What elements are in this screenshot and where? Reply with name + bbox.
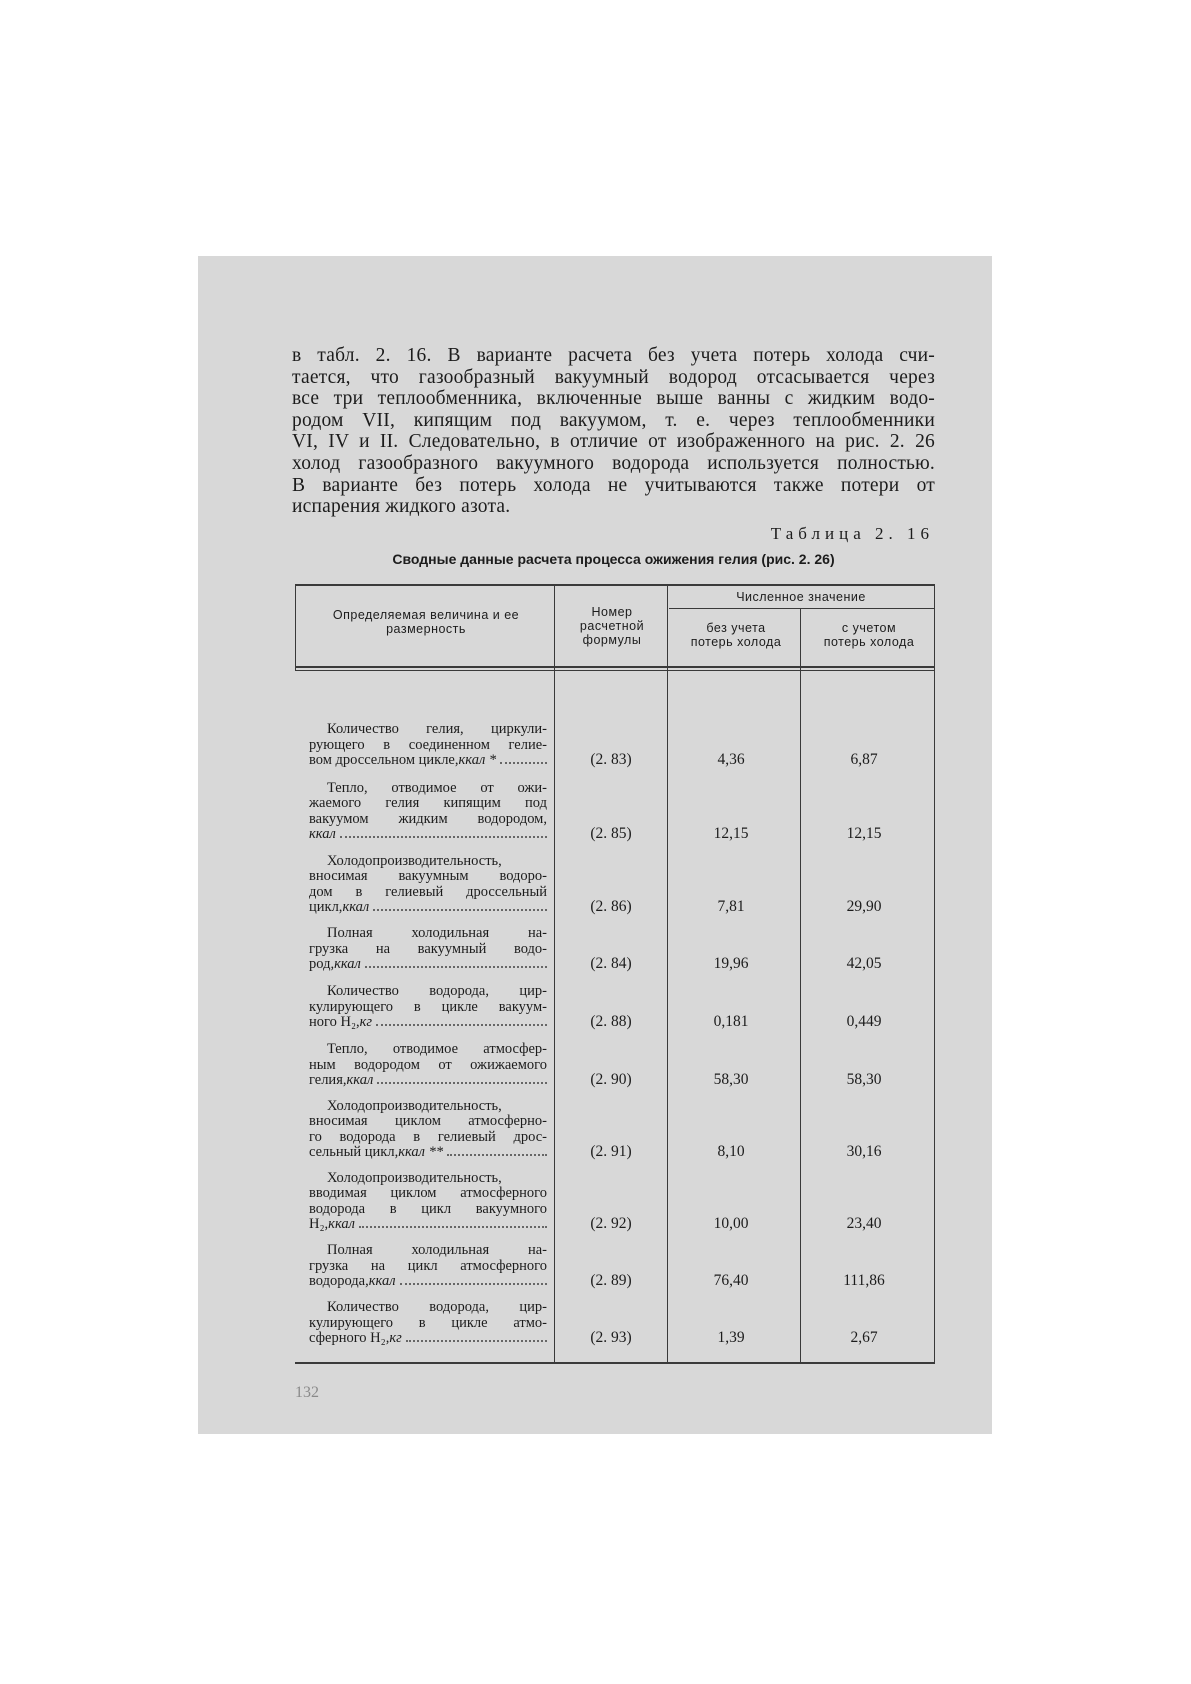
table-row xyxy=(295,780,935,842)
description-line: грузка на цикл атмосферного xyxy=(309,1257,547,1274)
description-line: водорода, xyxy=(309,1272,369,1289)
paragraph-line: тается, что газообразный вакуумный водород отсасывается через xyxy=(292,366,935,388)
dot-leader xyxy=(365,957,547,968)
formula-number: (2. 86) xyxy=(590,898,632,915)
row-description xyxy=(309,1099,547,1160)
description-line: рующего в соединенном гелие- xyxy=(309,736,547,753)
body-paragraph xyxy=(292,345,935,518)
description-line: грузка на вакуумный водо- xyxy=(309,940,547,957)
unit-label: ккал * xyxy=(458,751,497,768)
description-line: кулирующего в цикле вакуум- xyxy=(309,998,547,1015)
dot-leader xyxy=(377,1073,547,1084)
value-without-losses: 19,96 xyxy=(713,955,749,972)
paragraph-line: В варианте без потерь холода не учитываются также потери от xyxy=(292,474,935,496)
value-with-losses: 42,05 xyxy=(846,955,882,972)
description-line: Полная холодильная на- xyxy=(327,1242,547,1259)
description-last-line xyxy=(309,1145,547,1160)
row-description xyxy=(309,1243,547,1289)
description-last-line xyxy=(309,753,547,768)
description-last-line xyxy=(309,1073,547,1088)
value-without-losses: 12,15 xyxy=(713,825,749,842)
unit-label: ккал xyxy=(346,1071,374,1088)
unit-label: ккал xyxy=(309,825,336,842)
table-row xyxy=(295,706,935,768)
header-with-losses: с учетом потерь холода xyxy=(823,621,915,649)
description-line: гелия, xyxy=(309,1071,347,1088)
description-line: ным водородом от ожижаемого xyxy=(309,1056,547,1073)
unit-label: кг xyxy=(389,1329,402,1346)
table-row xyxy=(295,1170,935,1232)
description-last-line xyxy=(309,900,547,915)
value-with-losses: 6,87 xyxy=(850,751,878,768)
paragraph-line: холод газообразного вакуумного водорода используется полностью. xyxy=(292,452,935,474)
description-line: вносимая циклом атмосферно- xyxy=(309,1113,547,1130)
dot-leader xyxy=(373,900,547,911)
description-line: ного H₂, xyxy=(309,1013,360,1030)
row-description xyxy=(309,1042,547,1088)
formula-number: (2. 91) xyxy=(590,1143,632,1160)
description-line: цикл, xyxy=(309,898,343,915)
formula-number: (2. 90) xyxy=(590,1071,632,1088)
description-line: Полная холодильная на- xyxy=(327,925,547,942)
col-border-left xyxy=(295,584,296,670)
value-with-losses: 12,15 xyxy=(846,825,882,842)
description-line: вводимая циклом атмосферного xyxy=(309,1185,547,1202)
row-description xyxy=(309,984,547,1030)
description-line: жаемого гелия кипящим под xyxy=(309,795,547,812)
dot-leader xyxy=(500,753,547,764)
description-line: Количество водорода, цир- xyxy=(327,1299,547,1316)
description-last-line xyxy=(309,1331,547,1346)
header-quantity: Определяемая величина и ее размерность xyxy=(332,608,520,636)
description-line: сельный цикл, xyxy=(309,1143,399,1160)
table-row xyxy=(295,1098,935,1160)
header-rule-second xyxy=(295,670,935,671)
unit-label: ккал xyxy=(368,1272,396,1289)
unit-label: кг xyxy=(359,1013,373,1030)
paragraph-line: испарения жидкого азота. xyxy=(292,496,511,518)
formula-number: (2. 93) xyxy=(590,1329,632,1346)
unit-label: ккал xyxy=(342,898,370,915)
table-number: Таблица 2. 16 xyxy=(770,524,934,543)
value-without-losses: 76,40 xyxy=(713,1272,749,1289)
description-last-line xyxy=(309,1274,547,1289)
header-formula: Номер расчетной формулы xyxy=(579,605,645,647)
page-number: 132 xyxy=(295,1384,319,1401)
value-without-losses: 4,36 xyxy=(717,751,745,768)
value-with-losses: 111,86 xyxy=(843,1272,885,1289)
table-row xyxy=(295,924,935,972)
formula-number: (2. 83) xyxy=(590,751,632,768)
description-line: вом дроссельном цикле, xyxy=(309,751,459,768)
table-row xyxy=(295,1241,935,1289)
formula-number: (2. 89) xyxy=(590,1272,632,1289)
row-description xyxy=(309,781,547,842)
description-line: Количество водорода, цир- xyxy=(327,983,547,1000)
dot-leader xyxy=(359,1217,547,1228)
header-without-losses: без учета потерь холода xyxy=(690,621,782,649)
description-line: дом в гелиевый дроссельный xyxy=(309,883,547,900)
value-without-losses: 58,30 xyxy=(713,1071,749,1088)
description-line: Количество гелия, циркули- xyxy=(327,721,547,738)
subheader-rule xyxy=(669,608,935,609)
description-line: Холодопроизводительность, xyxy=(327,1170,502,1187)
value-with-losses: 58,30 xyxy=(846,1071,882,1088)
paragraph-line: все три теплообменника, включенные выше ванны с жидким водо- xyxy=(292,388,935,410)
description-last-line xyxy=(309,827,547,842)
description-line: Тепло, отводимое атмосфер- xyxy=(327,1041,547,1058)
value-with-losses: 29,90 xyxy=(846,898,882,915)
description-line: род, xyxy=(309,955,335,972)
formula-number: (2. 88) xyxy=(590,1013,632,1030)
dot-leader xyxy=(406,1331,547,1342)
unit-label: ккал xyxy=(328,1215,355,1232)
description-line: го водорода в гелиевый дрос- xyxy=(309,1128,547,1145)
description-line: Тепло, отводимое от ожи- xyxy=(327,780,547,797)
row-description xyxy=(309,1300,547,1346)
value-with-losses: 30,16 xyxy=(846,1143,882,1160)
table-row xyxy=(295,1040,935,1088)
summary-table xyxy=(295,584,935,1364)
description-line: вносимая вакуумным водоро- xyxy=(309,868,547,885)
table-top-rule xyxy=(295,584,935,586)
value-without-losses: 7,81 xyxy=(717,898,745,915)
formula-number: (2. 92) xyxy=(590,1215,632,1232)
table-bottom-rule xyxy=(295,1362,935,1364)
unit-label: ккал xyxy=(334,955,361,972)
table-row xyxy=(295,853,935,915)
table-title: Сводные данные расчета процесса ожижения гелия (рис. 2. 26) xyxy=(392,551,835,567)
description-line: H₂, xyxy=(309,1215,329,1232)
header-bottom-rule xyxy=(295,666,935,668)
description-last-line xyxy=(309,1217,547,1232)
value-without-losses: 0,181 xyxy=(713,1013,749,1030)
row-description xyxy=(309,926,547,972)
value-without-losses: 1,39 xyxy=(717,1329,745,1346)
value-without-losses: 10,00 xyxy=(713,1215,749,1232)
formula-number: (2. 85) xyxy=(590,825,632,842)
description-line: сферного H₂, xyxy=(309,1329,390,1346)
formula-number: (2. 84) xyxy=(590,955,632,972)
value-with-losses: 23,40 xyxy=(846,1215,882,1232)
dot-leader xyxy=(447,1145,547,1156)
description-line: кулирующего в цикле атмо- xyxy=(309,1314,547,1331)
paragraph-line: в табл. 2. 16. В варианте расчета без учета потерь холода счи- xyxy=(292,345,935,366)
description-line: Холодопроизводительность, xyxy=(327,853,502,870)
row-description xyxy=(309,722,547,768)
row-description xyxy=(309,1171,547,1232)
row-description xyxy=(309,854,547,915)
value-with-losses: 2,67 xyxy=(850,1329,878,1346)
table-row xyxy=(295,982,935,1030)
paragraph-line: родом VII, кипящим под вакуумом, т. е. через теплообменники xyxy=(292,409,935,431)
unit-label: ккал ** xyxy=(398,1143,444,1160)
description-last-line xyxy=(309,957,547,972)
description-line: вакуумом жидким водородом, xyxy=(309,810,547,827)
description-line: Холодопроизводительность, xyxy=(327,1098,502,1115)
value-without-losses: 8,10 xyxy=(717,1143,745,1160)
table-row xyxy=(295,1298,935,1346)
paragraph-line: VI, IV и II. Следовательно, в отличие от изображенного на рис. 2. 26 xyxy=(292,431,935,453)
description-last-line xyxy=(309,1015,547,1030)
value-with-losses: 0,449 xyxy=(846,1013,882,1030)
dot-leader xyxy=(340,827,547,838)
description-line: водорода в цикл вакуумного xyxy=(309,1200,547,1217)
header-numeric: Численное значение xyxy=(736,590,866,604)
dot-leader xyxy=(400,1274,547,1285)
dot-leader xyxy=(376,1015,547,1026)
